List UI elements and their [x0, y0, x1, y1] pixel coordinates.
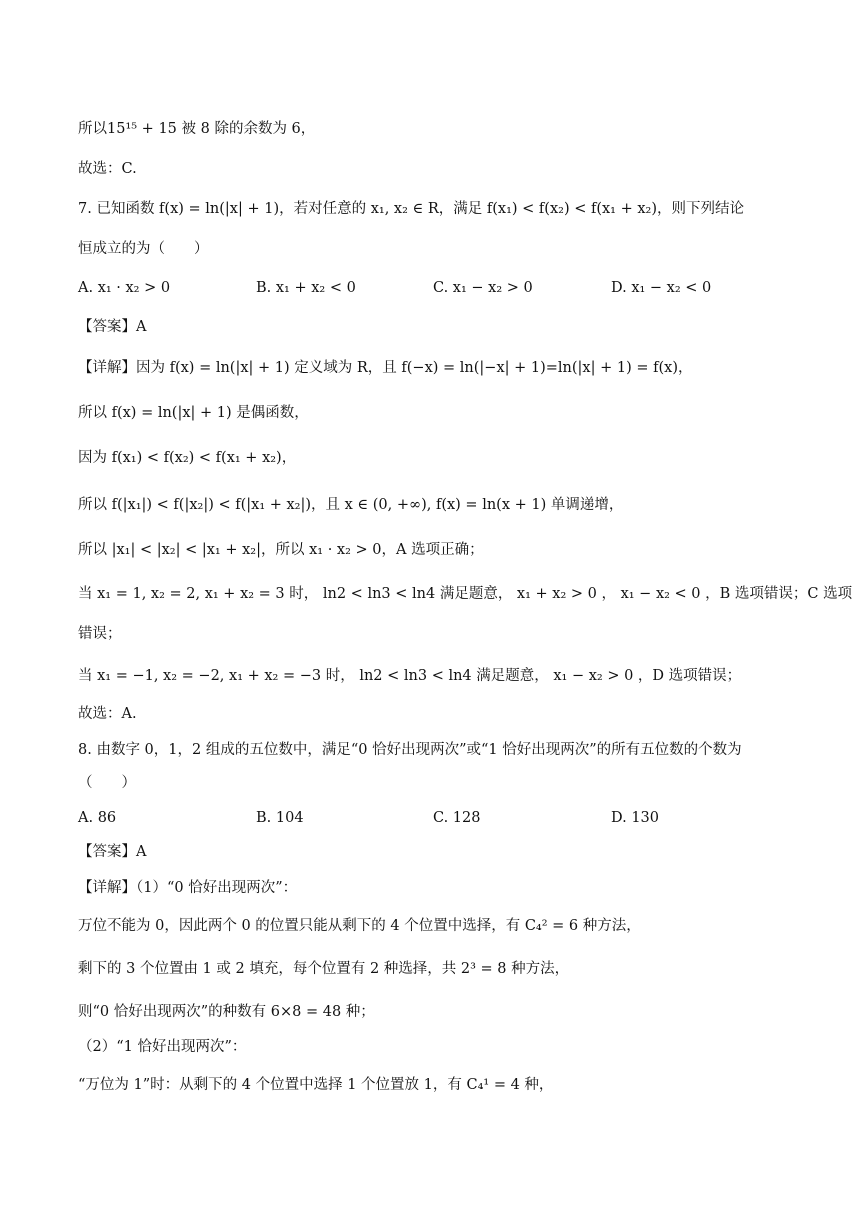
explanation-line: 则“0 恰好出现两次”的种数有 6×8 = 48 种；: [78, 1004, 375, 1020]
option-b: B. x₁ + x₂ < 0: [256, 280, 356, 296]
question-8-stem-cont: （ ）: [78, 775, 136, 791]
option-d: D. 130: [611, 810, 660, 826]
option-b: B. 104: [256, 810, 304, 826]
explanation-line: 当 x₁ = 1, x₂ = 2, x₁ + x₂ = 3 时， ln2 < ln3 < ln4 满足题意， x₁ + x₂ > 0 ， x₁ − x₂ < 0 ，B 选项错误；C 选项: [78, 586, 853, 602]
text-line: 所以15¹⁵ + 15 被 8 除的余数为 6，: [78, 121, 316, 137]
question-7-stem: 7. 已知函数 f(x) = ln(|x| + 1)，若对任意的 x₁, x₂ ∈ R，满足 f(x₁) < f(x₂) < f(x₁ + x₂)，则下列结论: [78, 201, 744, 217]
option-c: C. x₁ − x₂ > 0: [433, 280, 533, 296]
option-a: A. 86: [78, 810, 117, 826]
question-7-stem-cont: 恒成立的为（ ）: [78, 241, 209, 257]
explanation-line: 剩下的 3 个位置由 1 或 2 填充，每个位置有 2 种选择，共 2³ = 8 种方法，: [78, 961, 570, 977]
explanation-line: 【详解】因为 f(x) = ln(|x| + 1) 定义域为 R，且 f(−x) = ln(|−x| + 1)=ln(|x| + 1) = f(x)，: [78, 360, 693, 376]
explanation-line: 错误；: [78, 626, 122, 642]
answer-label: 【答案】A: [78, 844, 147, 860]
explanation-line: 当 x₁ = −1, x₂ = −2, x₁ + x₂ = −3 时， ln2 < ln3 < ln4 满足题意， x₁ − x₂ > 0 ，D 选项错误；: [78, 668, 742, 684]
text-line: 故选：C.: [78, 161, 137, 177]
explanation-line: 所以 f(x) = ln(|x| + 1) 是偶函数，: [78, 405, 309, 421]
explanation-line: 所以 f(|x₁|) < f(|x₂|) < f(|x₁ + x₂|)，且 x ∈ (0, +∞), f(x) = ln(x + 1) 单调递增，: [78, 497, 624, 513]
explanation-line: 所以 |x₁| < |x₂| < |x₁ + x₂|，所以 x₁ · x₂ > 0，A 选项正确；: [78, 542, 484, 558]
explanation-line: 【详解】（1）“0 恰好出现两次”：: [78, 880, 298, 896]
option-d: D. x₁ − x₂ < 0: [611, 280, 712, 296]
option-a: A. x₁ · x₂ > 0: [78, 280, 171, 296]
explanation-line: 万位不能为 0，因此两个 0 的位置只能从剩下的 4 个位置中选择，有 C₄² = 6 种方法，: [78, 918, 641, 934]
explanation-line: “万位为 1”时：从剩下的 4 个位置中选择 1 个位置放 1，有 C₄¹ = 4 种，: [78, 1077, 554, 1093]
explanation-line: 因为 f(x₁) < f(x₂) < f(x₁ + x₂)，: [78, 450, 297, 466]
question-8-stem: 8. 由数字 0，1，2 组成的五位数中，满足“0 恰好出现两次”或“1 恰好出现两次”的所有五位数的个数为: [78, 742, 742, 758]
text-line: 故选：A.: [78, 706, 137, 722]
explanation-line: （2）“1 恰好出现两次”：: [78, 1039, 247, 1055]
answer-label: 【答案】A: [78, 319, 147, 335]
option-c: C. 128: [433, 810, 481, 826]
